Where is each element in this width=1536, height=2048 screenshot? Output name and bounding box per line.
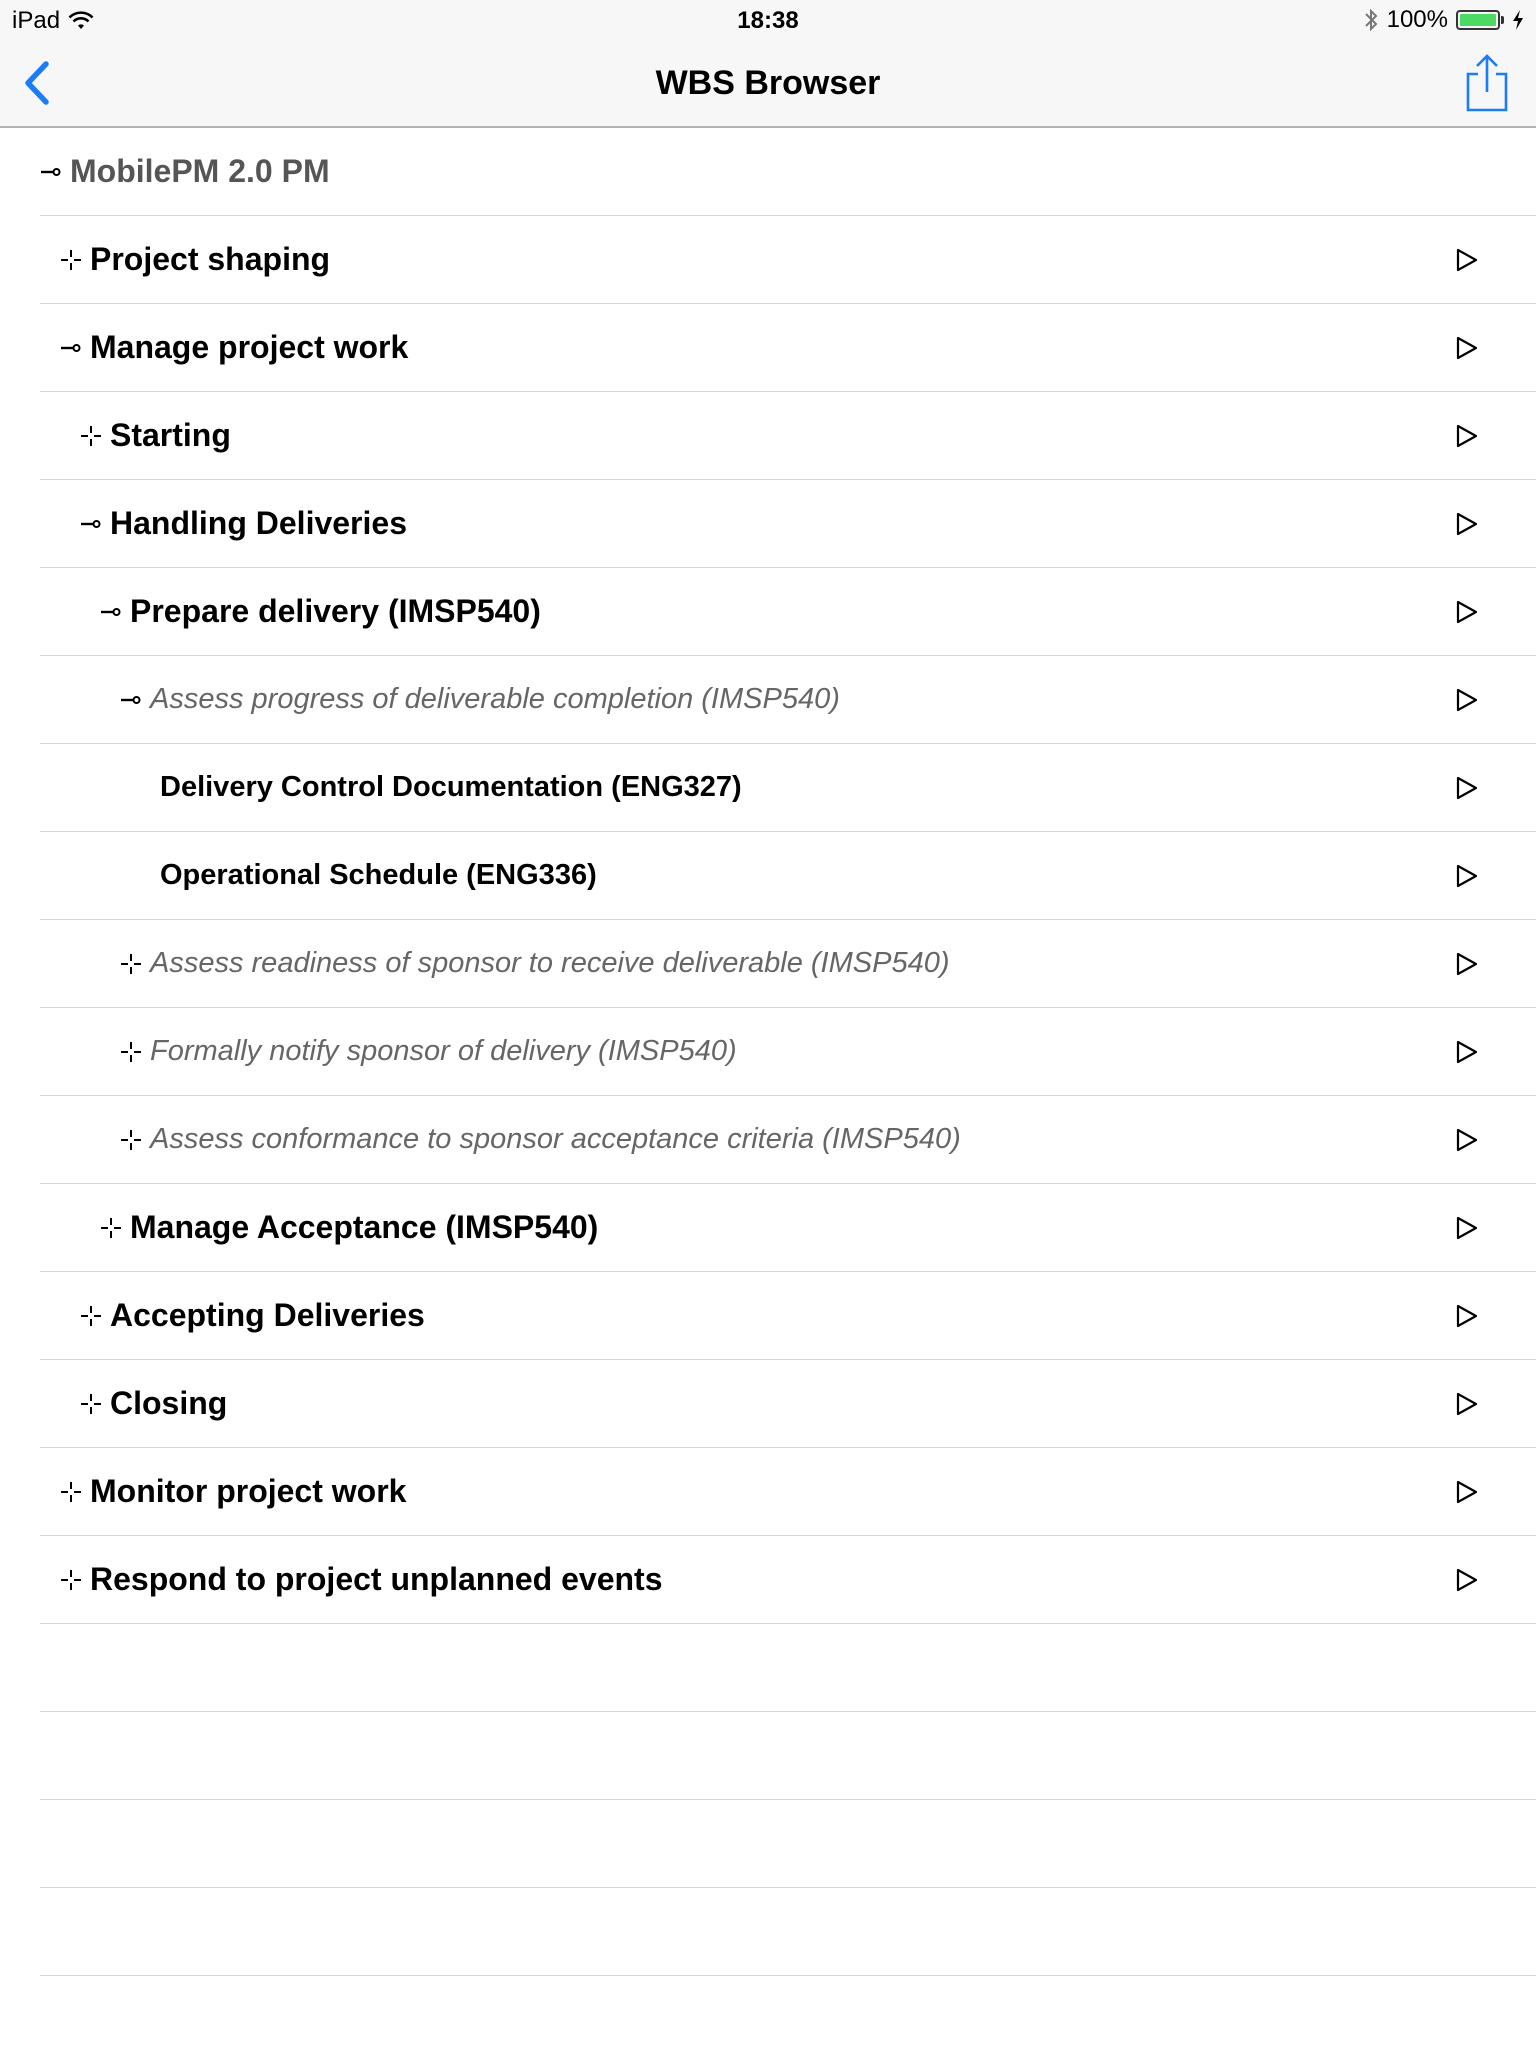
wbs-row[interactable] — [40, 392, 1536, 480]
empty-row — [40, 1712, 1536, 1800]
disclosure-arrow-icon[interactable] — [1456, 688, 1478, 712]
wbs-row[interactable] — [40, 216, 1536, 304]
row-content — [40, 947, 950, 980]
row-content — [40, 329, 408, 366]
row-content — [40, 1035, 737, 1068]
expanded-marker-icon — [60, 337, 82, 359]
bluetooth-icon — [1363, 7, 1379, 33]
wbs-item-title: Closing — [110, 1385, 228, 1421]
wbs-item-title: Assess conformance to sponsor acceptance criteria (IMSP540) — [150, 1123, 961, 1155]
wbs-row[interactable] — [40, 1360, 1536, 1448]
wbs-row[interactable] — [40, 1184, 1536, 1272]
status-right — [1363, 6, 1524, 34]
collapsed-marker-icon — [60, 249, 82, 271]
disclosure-arrow-icon[interactable] — [1456, 1304, 1478, 1328]
expanded-marker-icon — [120, 689, 142, 711]
row-content — [40, 771, 742, 804]
wbs-row[interactable] — [40, 744, 1536, 832]
row-content — [40, 1385, 227, 1422]
wbs-row[interactable] — [40, 1008, 1536, 1096]
wbs-item-title: Delivery Control Documentation (ENG327) — [160, 771, 742, 803]
wbs-root-title: MobilePM 2.0 PM — [70, 153, 330, 189]
disclosure-arrow-icon[interactable] — [1456, 248, 1478, 272]
row-content — [40, 1123, 961, 1156]
row-content — [40, 241, 330, 278]
wbs-item-title: Manage project work — [90, 329, 409, 365]
disclosure-arrow-icon[interactable] — [1456, 512, 1478, 536]
wbs-row[interactable] — [40, 1096, 1536, 1184]
disclosure-arrow-icon[interactable] — [1456, 1040, 1478, 1064]
wbs-item-title: Accepting Deliveries — [110, 1297, 425, 1333]
disclosure-arrow-icon[interactable] — [1456, 1216, 1478, 1240]
collapsed-marker-icon — [120, 953, 142, 975]
disclosure-arrow-icon[interactable] — [1456, 776, 1478, 800]
wbs-item-title: Operational Schedule (ENG336) — [160, 859, 597, 891]
status-bar — [0, 0, 1536, 40]
disclosure-arrow-icon[interactable] — [1456, 952, 1478, 976]
wbs-row[interactable] — [40, 304, 1536, 392]
collapsed-marker-icon — [60, 1481, 82, 1503]
collapsed-marker-icon — [120, 1041, 142, 1063]
device-label: iPad — [12, 7, 61, 34]
row-content — [40, 859, 597, 892]
status-time: 18:38 — [737, 7, 799, 34]
wbs-row[interactable] — [40, 832, 1536, 920]
wbs-item-title: Project shaping — [90, 241, 331, 277]
empty-row — [40, 1800, 1536, 1888]
collapsed-marker-icon — [120, 1129, 142, 1151]
row-content — [40, 1209, 598, 1246]
wbs-item-title: Assess progress of deliverable completion (IMSP540) — [150, 683, 840, 715]
wbs-item-title: Prepare delivery (IMSP540) — [130, 593, 541, 629]
row-content — [40, 683, 840, 716]
collapsed-marker-icon — [80, 1305, 102, 1327]
wbs-row[interactable] — [40, 1272, 1536, 1360]
battery-tip — [1501, 16, 1504, 24]
wbs-row[interactable] — [40, 656, 1536, 744]
battery-fill — [1460, 14, 1496, 26]
disclosure-arrow-icon[interactable] — [1456, 864, 1478, 888]
collapsed-marker-icon — [100, 1217, 122, 1239]
disclosure-arrow-icon[interactable] — [1456, 1568, 1478, 1592]
row-content — [40, 1473, 406, 1510]
disclosure-arrow-icon[interactable] — [1456, 1128, 1478, 1152]
disclosure-arrow-icon[interactable] — [1456, 336, 1478, 360]
expanded-marker-icon — [100, 601, 122, 623]
battery-icon — [1456, 10, 1500, 30]
wbs-item-title: Assess readiness of sponsor to receive deliverable (IMSP540) — [150, 947, 950, 979]
wbs-row[interactable] — [40, 1448, 1536, 1536]
wbs-item-title: Starting — [110, 417, 231, 453]
charging-icon — [1512, 9, 1524, 31]
row-content — [40, 1561, 663, 1598]
row-content — [40, 1297, 425, 1334]
wbs-item-title: Formally notify sponsor of delivery (IMSP540) — [150, 1035, 737, 1067]
wbs-list — [0, 128, 1536, 1976]
empty-row — [40, 1888, 1536, 1976]
wbs-row[interactable] — [40, 920, 1536, 1008]
disclosure-arrow-icon[interactable] — [1456, 424, 1478, 448]
row-content — [40, 417, 231, 454]
disclosure-arrow-icon[interactable] — [1456, 1480, 1478, 1504]
wbs-root-row[interactable] — [40, 128, 1536, 216]
battery-percent: 100% — [1386, 6, 1448, 33]
empty-row — [40, 1624, 1536, 1712]
page-title: WBS Browser — [655, 64, 881, 102]
collapsed-marker-icon — [80, 1393, 102, 1415]
wbs-row[interactable] — [40, 1536, 1536, 1624]
disclosure-arrow-icon[interactable] — [1456, 600, 1478, 624]
expanded-marker-icon — [80, 513, 102, 535]
collapsed-marker-icon — [60, 1569, 82, 1591]
share-icon[interactable] — [1464, 54, 1510, 114]
wbs-row[interactable] — [40, 568, 1536, 656]
wbs-item-title: Monitor project work — [90, 1473, 407, 1509]
collapsed-marker-icon — [80, 425, 102, 447]
disclosure-arrow-icon[interactable] — [1456, 1392, 1478, 1416]
navigation-bar — [0, 40, 1536, 128]
row-content — [40, 505, 407, 542]
wbs-item-title: Manage Acceptance (IMSP540) — [130, 1209, 599, 1245]
row-content — [40, 153, 330, 190]
expanded-marker-icon — [40, 161, 62, 183]
row-content — [40, 593, 541, 630]
wbs-item-title: Respond to project unplanned events — [90, 1561, 663, 1597]
wbs-item-title: Handling Deliveries — [110, 505, 407, 541]
wbs-row[interactable] — [40, 480, 1536, 568]
